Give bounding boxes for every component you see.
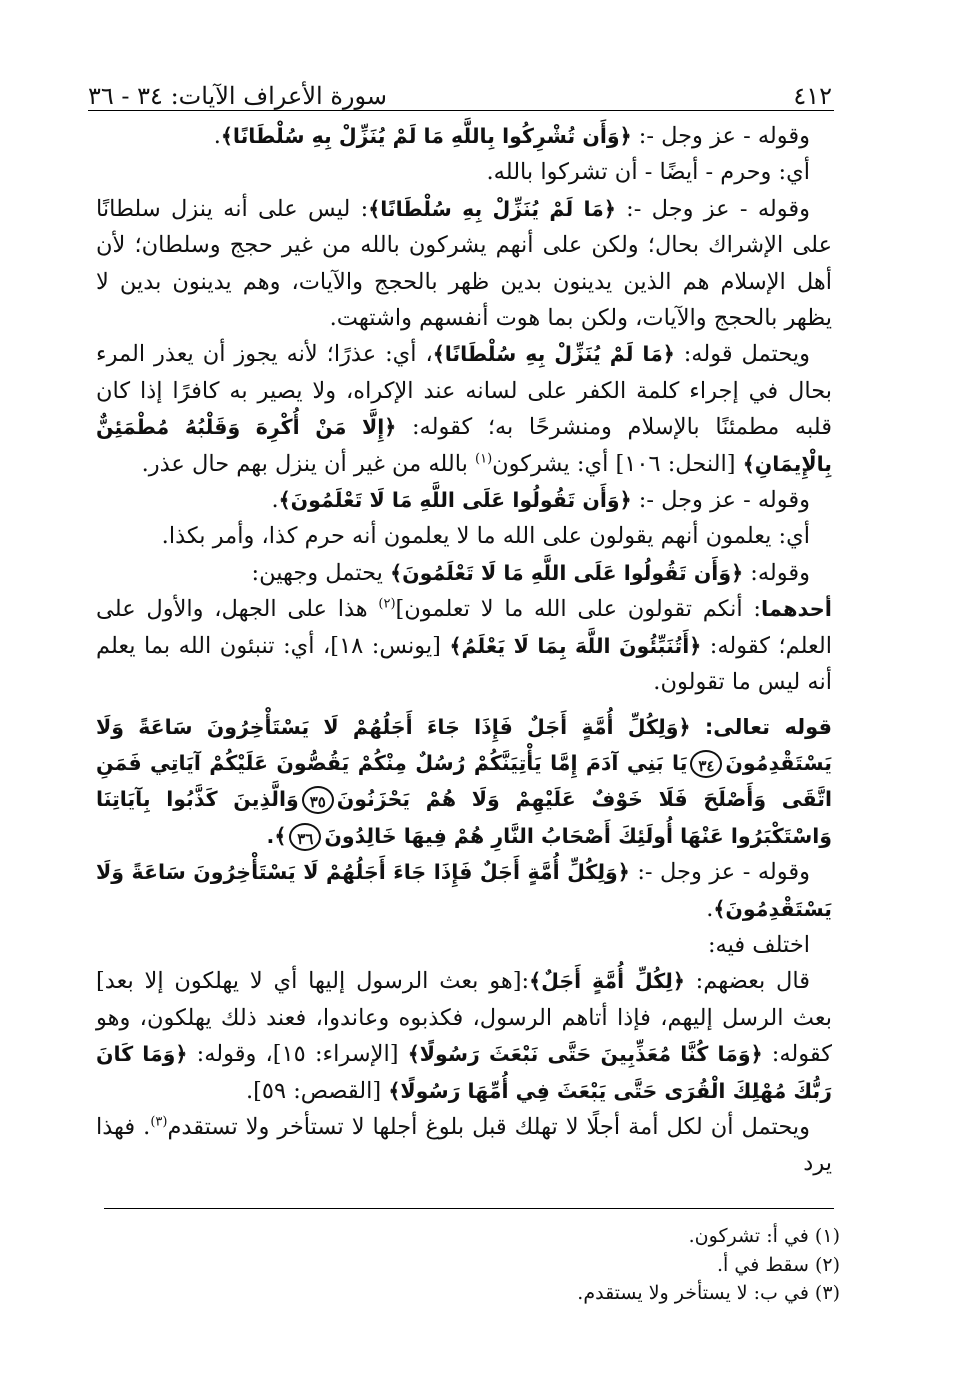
paragraph xyxy=(96,854,832,927)
footnote-divider xyxy=(104,1208,834,1209)
quran-verse: ﴿وَأَن تَقُولُوا عَلَى اللَّهِ مَا لَا تَعْلَمُونَ﴾ xyxy=(390,560,744,585)
paragraph: اختلف فيه: xyxy=(707,931,810,958)
footnote-ref: (٢) xyxy=(378,596,396,612)
text: [النحل: ١٠٦] أي: يشركون xyxy=(492,450,743,477)
footnote-item: (٢) سقط في أ. xyxy=(717,1253,840,1276)
quran-verse: ﴿وَمَا كَانَ رَبُّكَ مُهْلِكَ الْقُرَى حَتَّى يَبْعَثَ فِي أُمِّهَا رَسُولًا﴾ xyxy=(96,1042,832,1103)
text: هذا على الجهل، والأول على العلم؛ كقوله: xyxy=(96,596,832,659)
page-header xyxy=(88,62,832,108)
quran-verse: ﴿وَأَن تُشْرِكُوا بِاللَّهِ مَا لَمْ يُنَزِّلْ بِهِ سُلْطَانًا﴾ xyxy=(220,124,632,148)
quran-verse: ﴿إِلَّا مَنْ أُكْرِهَ وَقَلْبُهُ مُطْمَئِنٌّ بِالْإِيمَانِ﴾ xyxy=(96,415,832,476)
paragraph xyxy=(96,555,832,591)
paragraph xyxy=(96,963,832,1109)
verse-heading-paragraph xyxy=(96,709,832,855)
text: ويحتمل قوله: xyxy=(674,341,811,368)
quran-verse: ﴿لِكُلِّ أُمَّةٍ أَجَلٌ﴾ xyxy=(529,969,685,994)
text: :[هو بعث الرسول إليها أي لا يهلكون إلا بعد] بعث الرسل إليهم، فإذا أتاهم الرسول، فكذبوه وعاندوا، فعند ذلك يهلكون، وهو كقوله: xyxy=(96,968,832,1068)
ayah-number-marker: ٣٤ xyxy=(690,750,722,778)
text: ويحتمل أن لكل أمة أجلًا لا تهلك قبل بلوغ أجلها لا تستأخر ولا تستقدم xyxy=(167,1113,810,1140)
text: : ليس على أنه ينزل سلطانًا على الإشراك بحال؛ ولكن على أنهم يشركون بالله من غير حجج وسلطان؛ لأن أهل الإسلام هم الذين يدينون بدين ظهر بالحجج والآيات، وهم يدينون بدين لا يظهر بالحجج والآيات، ولكن بما هوت أنفسهم واشتهت. xyxy=(96,195,832,332)
text: قال بعضهم: xyxy=(684,968,810,995)
paragraph xyxy=(96,482,832,518)
quran-verse: ﴿وَلِكُلِّ أُمَّةٍ أَجَلٌ فَإِذَا جَاءَ أَجَلُهُمْ لَا يَسْتَأْخِرُونَ سَاعَةً وَلَا يَسْتَقْدِمُونَ xyxy=(96,714,832,775)
paragraph xyxy=(96,1109,832,1182)
text: . xyxy=(706,895,714,922)
ayah-number-marker: ٣٥ xyxy=(302,786,334,814)
paragraph xyxy=(96,591,832,700)
quran-verse: ﴿مَا لَمْ يُنَزِّلْ بِهِ سُلْطَانًا﴾ xyxy=(368,196,616,221)
bold-term: أحدهما xyxy=(761,597,832,622)
page-number: ٤١٢ xyxy=(793,82,832,110)
quran-verse: وَالَّذِينَ كَذَّبُوا بِآيَاتِنَا وَاسْتَكْبَرُوا عَنْهَا أُولَئِكَ أَصْحَابُ النَّارِ هُمْ فِيهَا خَالِدُونَ xyxy=(96,787,832,848)
ayah-number-marker: ٣٦ xyxy=(289,823,321,851)
text: . فهذا يرد xyxy=(96,1113,832,1177)
text: يحتمل وجهين: xyxy=(251,559,391,586)
text: وقوله - عز وجل -: xyxy=(615,195,810,222)
footnote-item: (٣) في ب: لا يستأخر ولا يستقدم. xyxy=(577,1282,840,1304)
paragraph xyxy=(96,191,832,337)
footnote-ref: (٣) xyxy=(150,1114,168,1130)
quran-verse: ﴿وَأَن تَقُولُوا عَلَى اللَّهِ مَا لَا تَعْلَمُونَ﴾ xyxy=(278,488,632,513)
text: [يونس: ١٨]، أي: تنبئون الله بما يعلم أنه ليس ما تقولون. xyxy=(96,632,832,696)
text: بالله من غير أن ينزل بهم حال عذر. xyxy=(141,450,476,477)
text: [الإسراء: ١٥]، وقوله: xyxy=(187,1041,408,1068)
quran-verse: يَا بَنِي آدَمَ إِمَّا يَأْتِيَنَّكُمْ رُسُلٌ مِنْكُمْ يَقُصُّونَ عَلَيْكُمْ آيَاتِي فَمَنِ اتَّقَى وَأَصْلَحَ فَلَا خَوْفٌ عَلَيْهِمْ وَلَا هُمْ يَحْزَنُونَ xyxy=(96,750,832,812)
text: . xyxy=(213,123,221,149)
footnote-ref: (١) xyxy=(475,451,493,467)
text: وقوله: xyxy=(743,559,810,586)
text: وقوله - عز وجل -: xyxy=(631,487,810,514)
quran-verse: ﴿مَا لَمْ يُنَزِّلْ بِهِ سُلْطَانًا﴾ xyxy=(432,342,675,367)
quran-verse: ﴿وَلِكُلِّ أُمَّةٍ أَجَلٌ فَإِذَا جَاءَ أَجَلُهُمْ لَا يَسْتَأْخِرُونَ سَاعَةً وَلَا يَسْتَقْدِمُونَ﴾ xyxy=(96,860,832,921)
text: ﴾. xyxy=(266,823,287,848)
text: . xyxy=(271,487,279,514)
verse-intro-label: قوله تعالى: xyxy=(690,714,832,739)
paragraph xyxy=(96,336,832,482)
paragraph: أي: يعلمون أنهم يقولون على الله ما لا يعلمون أنه حرم كذا، وأمر بكذا. xyxy=(161,523,810,550)
text: [القصص: ٥٩]. xyxy=(245,1077,389,1104)
footnotes xyxy=(96,1222,840,1308)
text: وقوله - عز وجل -: xyxy=(631,123,810,149)
text: وقوله - عز وجل -: xyxy=(629,859,810,886)
page-body xyxy=(96,118,832,1182)
quran-verse: ﴿أَتُنَبِّئُونَ اللَّهَ بِمَا لَا يَعْلَمُ﴾ xyxy=(449,633,702,658)
header-divider xyxy=(88,110,834,111)
spacer xyxy=(96,701,832,709)
text: : أنكم تقولون على الله ما لا تعلمون] xyxy=(395,596,761,623)
footnote-item: (١) في أ: تشركون. xyxy=(688,1225,840,1247)
paragraph xyxy=(96,118,832,154)
paragraph: أي: وحرم - أيضًا - أن تشركوا بالله. xyxy=(486,159,810,186)
running-title: سورة الأعراف الآيات: ٣٤ - ٣٦ xyxy=(88,82,387,110)
quran-verse: ﴿وَمَا كُنَّا مُعَذِّبِينَ حَتَّى نَبْعَثَ رَسُولًا﴾ xyxy=(407,1042,763,1067)
text: ، أي: عذرًا؛ لأنه يجوز أن يعذر المرء بحال في إجراء كلمة الكفر على لسانه عند الإكراه، ولا يصير به كافرًا إذا كان قلبه مطمئنًا بالإسلام ومنشرحًا به؛ كقوله: xyxy=(96,341,832,441)
